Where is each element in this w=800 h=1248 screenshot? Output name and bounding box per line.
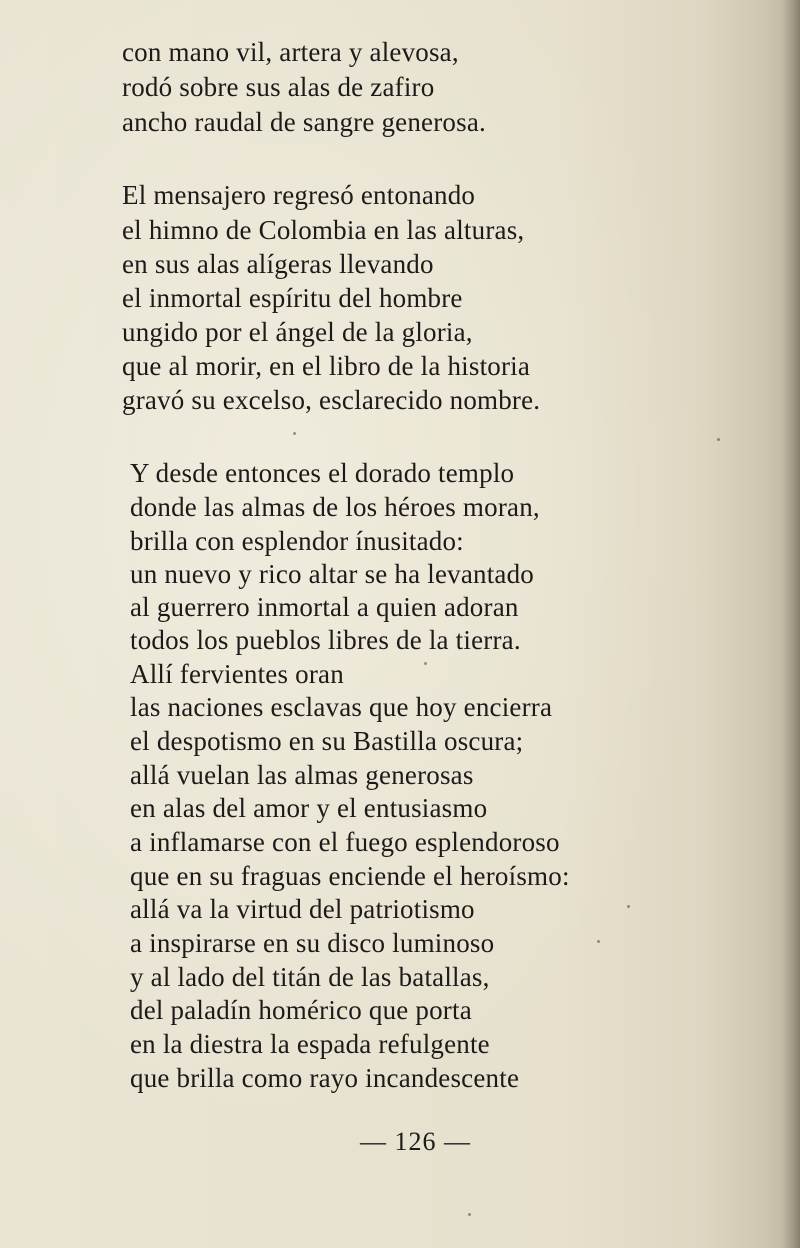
poem-line: el despotismo en su Bastilla oscura; xyxy=(130,726,524,756)
poem-line: un nuevo y rico altar se ha levantado xyxy=(130,559,535,589)
poem-line: que al morir, en el libro de la historia xyxy=(122,351,531,381)
poem-line: que brilla como rayo incandescente xyxy=(130,1063,520,1093)
page-edge-shadow xyxy=(782,0,800,1248)
ink-speck xyxy=(627,905,630,908)
poem-line: en alas del amor y el entusiasmo xyxy=(130,793,488,823)
ink-speck xyxy=(293,432,296,435)
poem-line: El mensajero regresó entonando xyxy=(122,180,476,210)
poem-line: a inflamarse con el fuego esplendoroso xyxy=(130,827,560,857)
poem-line: y al lado del titán de las batallas, xyxy=(130,962,490,992)
ink-speck xyxy=(424,662,427,665)
poem-line: a inspirarse en su disco luminoso xyxy=(130,928,495,958)
poem-line: el himno de Colombia en las alturas, xyxy=(122,215,525,245)
ink-speck xyxy=(717,438,720,441)
poem-line: ancho raudal de sangre generosa. xyxy=(122,107,486,137)
poem-line: con mano vil, artera y alevosa, xyxy=(122,37,459,67)
poem-line: todos los pueblos libres de la tierra. xyxy=(130,625,521,655)
poem-line: Allí fervientes oran xyxy=(130,659,344,689)
poem-line: ungido por el ángel de la gloria, xyxy=(122,317,473,347)
poem-line: las naciones esclavas que hoy encierra xyxy=(130,692,553,722)
poem-line: el inmortal espíritu del hombre xyxy=(122,283,463,313)
poem-line: Y desde entonces el dorado templo xyxy=(130,458,515,488)
page-number: — 126 — xyxy=(360,1127,471,1156)
poem-line: donde las almas de los héroes moran, xyxy=(130,492,540,522)
poem-line: allá va la virtud del patriotismo xyxy=(130,894,475,924)
poem-line: del paladín homérico que porta xyxy=(130,995,472,1025)
poem-line: que en su fraguas enciende el heroísmo: xyxy=(130,861,570,891)
ink-speck xyxy=(468,1213,471,1216)
ink-speck xyxy=(597,940,600,943)
poem-line: allá vuelan las almas generosas xyxy=(130,760,474,790)
poem-line: al guerrero inmortal a quien adoran xyxy=(130,592,519,622)
poem-line: en la diestra la espada refulgente xyxy=(130,1029,490,1059)
poem-line: en sus alas alígeras llevando xyxy=(122,249,434,279)
poem-line: brilla con esplendor ínusitado: xyxy=(130,526,464,556)
poem-line: rodó sobre sus alas de zafiro xyxy=(122,72,435,102)
poem-line: gravó su excelso, esclarecido nombre. xyxy=(122,385,541,415)
